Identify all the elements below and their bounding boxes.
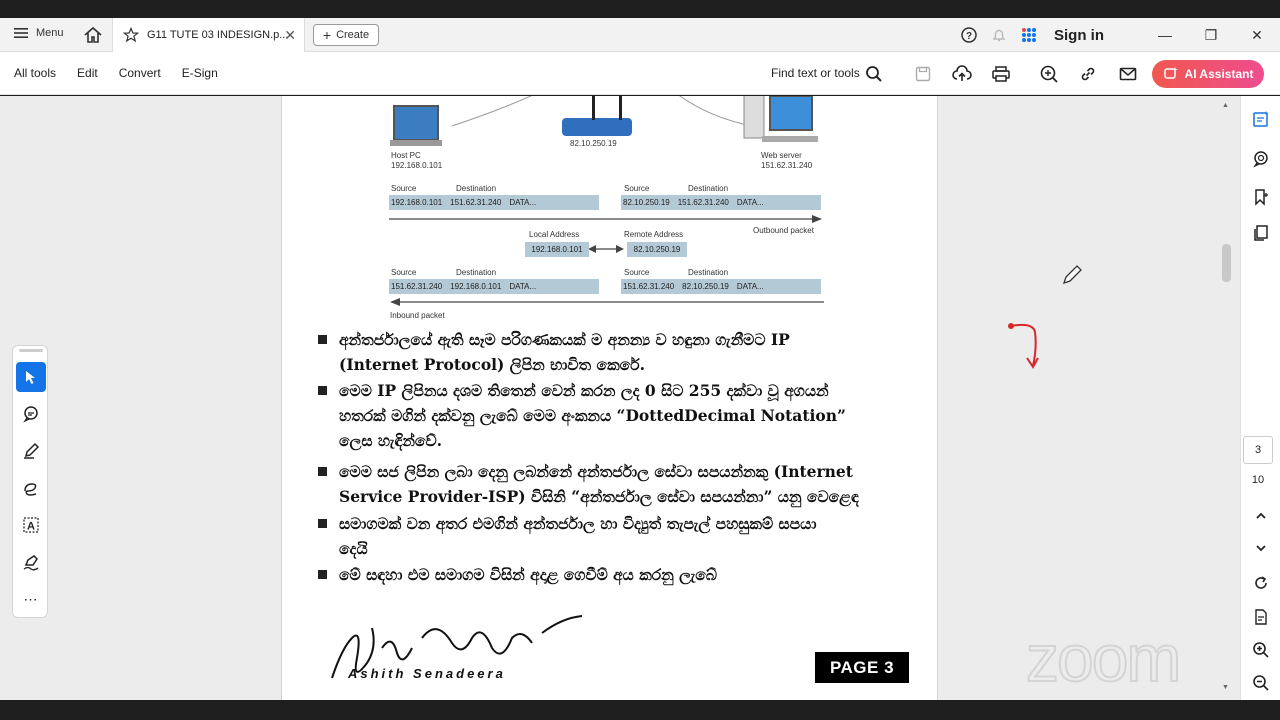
out1-source-heading: Source xyxy=(391,184,417,193)
highlight-tool[interactable] xyxy=(16,436,46,466)
ai-sparkle-icon xyxy=(1163,66,1179,82)
bullet-line: අන්තර්ජාලයේ ඇති සෑම පරිගණකයක් ම අනන්‍ය ව හඳුනා ගැනීමට IP xyxy=(339,330,790,349)
bullet-line: මෙම IP ලිපිනය දශම තිතෙන් වෙන් කරන ලද 0 සිට 255 දක්වා වූ අගයන් xyxy=(339,381,829,400)
in2-data: DATA... xyxy=(736,282,764,291)
zoom-in-icon[interactable] xyxy=(1250,639,1272,661)
window-bottom-edge xyxy=(0,700,1280,720)
sign-pen-icon xyxy=(22,553,40,571)
pages-icon[interactable] xyxy=(1250,222,1272,244)
out1-dst: 151.62.31.240 xyxy=(450,198,502,207)
comment-tool[interactable] xyxy=(16,399,46,429)
menu-esign[interactable]: E-Sign xyxy=(181,66,218,80)
in1-source-heading: Source xyxy=(391,268,417,277)
in2-destination-heading: Destination xyxy=(688,268,729,277)
bell-icon[interactable] xyxy=(990,26,1008,44)
find-text-label[interactable]: Find text or tools xyxy=(771,66,860,80)
print-icon[interactable] xyxy=(990,63,1012,85)
pdf-page xyxy=(281,96,938,700)
menu-label: Menu xyxy=(36,27,64,39)
panel-grip[interactable] xyxy=(19,349,43,352)
bullet-line: ලෙස හැඳින්වේ. xyxy=(339,431,443,450)
mail-icon[interactable] xyxy=(1117,63,1139,85)
scroll-down-arrow-icon[interactable]: ▼ xyxy=(1222,684,1229,691)
plus-icon: + xyxy=(322,27,332,43)
out1-data: DATA... xyxy=(509,198,537,207)
bullet-line: හතරක් මගින් දක්වනු ලැබේ මෙම අංකනය “DottedDecimal Notation” xyxy=(339,406,846,425)
out2-dst: 151.62.31.240 xyxy=(677,198,729,207)
bullet-square xyxy=(318,570,327,579)
tab-bar-right xyxy=(960,18,1280,52)
in2-source-heading: Source xyxy=(624,268,650,277)
scroll-thumb[interactable] xyxy=(1222,244,1231,282)
in2-src: 151.62.31.240 xyxy=(623,282,675,291)
hamburger-icon xyxy=(14,27,28,39)
out1-destination-heading: Destination xyxy=(456,184,497,193)
link-icon[interactable] xyxy=(1077,63,1099,85)
star-icon[interactable] xyxy=(123,27,139,43)
out2-destination-heading: Destination xyxy=(688,184,729,193)
web-server-label: Web server xyxy=(761,151,802,160)
bullet-line: Service Provider-ISP) විසිනි “අන්තර්ජාල සේවා සපයන්නා” යනු වෙළෙඳ xyxy=(339,487,859,506)
host-pc-ip: 192.168.0.101 xyxy=(391,161,443,170)
sign-tool[interactable] xyxy=(16,547,46,577)
zoom-watermark: zoom xyxy=(1026,621,1180,695)
bullet-line: (Internet Protocol) ලිපින භාවිත කෙරේ. xyxy=(339,355,645,374)
current-page-input[interactable]: 3 xyxy=(1243,436,1273,464)
remote-address-heading: Remote Address xyxy=(624,230,684,239)
menu-all-tools[interactable]: All tools xyxy=(14,66,57,80)
remote-address-box xyxy=(627,242,687,257)
comment-search-icon[interactable] xyxy=(1038,63,1060,85)
out2-src: 82.10.250.19 xyxy=(623,198,670,207)
zoom-out-icon[interactable] xyxy=(1250,672,1272,694)
help-icon[interactable] xyxy=(960,26,978,44)
vertical-scrollbar[interactable] xyxy=(1219,96,1235,700)
menu-button[interactable] xyxy=(14,27,64,39)
host-pc-icon xyxy=(390,106,442,146)
minimize-icon[interactable]: — xyxy=(1158,27,1172,43)
right-panel xyxy=(1240,96,1280,700)
window-close-icon[interactable]: ✕ xyxy=(1251,26,1263,43)
pen-highlight-icon xyxy=(22,442,40,460)
signature-name: Ashith Senadeera xyxy=(348,666,506,681)
local-address-box xyxy=(525,242,589,257)
local-address-value: 192.168.0.101 xyxy=(531,245,583,254)
bullet-line: මේ සඳහා එම සමාගම විසින් අදාළ ගෙවීම් අය කරනු ලැබේ xyxy=(339,565,717,584)
home-icon xyxy=(82,24,104,46)
tab-document[interactable] xyxy=(112,18,305,52)
ai-assistant-button[interactable] xyxy=(1152,60,1264,88)
page-up-icon[interactable] xyxy=(1250,505,1272,527)
comment-add-icon xyxy=(22,405,40,423)
bookmark-icon[interactable] xyxy=(1250,186,1272,208)
outbound-packet-2 xyxy=(621,195,821,210)
page-badge: PAGE 3 xyxy=(815,652,909,683)
inbound-label: Inbound packet xyxy=(390,311,445,320)
outbound-packet-1 xyxy=(389,195,599,210)
search-icon[interactable] xyxy=(863,63,885,85)
bullet-line: සමාගමක් වන අතර එමගින් අන්තර්ජාල හා විද්‍යුත් තැපැල් පහසුකම් සපයා xyxy=(339,514,817,533)
red-annotation xyxy=(1003,318,1043,374)
bullet-square xyxy=(318,335,327,344)
remote-address-value: 82.10.250.19 xyxy=(633,245,681,254)
in1-dst: 192.168.0.101 xyxy=(450,282,502,291)
save-icon[interactable] xyxy=(912,63,934,85)
out2-source-heading: Source xyxy=(624,184,650,193)
ai-summary-icon[interactable] xyxy=(1250,108,1272,130)
freehand-icon xyxy=(22,479,40,497)
sign-in-button[interactable]: Sign in xyxy=(1054,26,1104,44)
network-diagram xyxy=(282,96,938,336)
bullet-square xyxy=(318,519,327,528)
router-icon xyxy=(562,96,632,136)
menu-edit[interactable]: Edit xyxy=(77,66,98,80)
apps-icon[interactable] xyxy=(1020,26,1038,44)
total-pages: 10 xyxy=(1251,474,1265,486)
link-line-right xyxy=(667,96,752,126)
tab-bar xyxy=(0,18,1280,52)
in2-dst: 82.10.250.19 xyxy=(682,282,729,291)
web-server-icon xyxy=(744,96,818,142)
out1-src: 192.168.0.101 xyxy=(391,198,443,207)
inbound-packet-2 xyxy=(621,279,821,294)
draw-tool[interactable] xyxy=(16,473,46,503)
bullet-square xyxy=(318,467,327,476)
web-server-ip: 151.62.31.240 xyxy=(761,161,813,170)
menu-convert[interactable]: Convert xyxy=(118,66,161,80)
create-label: Create xyxy=(336,29,370,41)
more-tools-icon[interactable]: ⋯ xyxy=(23,590,39,607)
ai-assistant-label: AI Assistant xyxy=(1184,67,1254,81)
in1-data: DATA... xyxy=(509,282,537,291)
home-button[interactable] xyxy=(82,24,104,46)
close-tab-icon[interactable]: ✕ xyxy=(284,27,296,43)
link-line-left xyxy=(452,96,552,126)
select-tool[interactable] xyxy=(16,362,46,392)
restore-icon[interactable]: ❐ xyxy=(1204,26,1218,43)
bullet-line: මෙම සජ ලිපින ලබා දෙනු ලබන්නේ අන්තර්ජාල සේවා සපයන්නකු (Internet xyxy=(339,462,853,481)
create-button[interactable] xyxy=(313,24,379,46)
pencil-cursor-icon xyxy=(1061,264,1083,286)
window-top-edge xyxy=(0,0,1280,18)
scroll-up-arrow-icon[interactable]: ▲ xyxy=(1222,102,1229,109)
comments-panel-icon[interactable] xyxy=(1250,148,1272,170)
in1-destination-heading: Destination xyxy=(456,268,497,277)
bullet-line: දෙයි xyxy=(339,539,368,558)
text-box-icon xyxy=(22,516,40,534)
outbound-label: Outbound packet xyxy=(753,226,814,235)
in1-src: 151.62.31.240 xyxy=(391,282,443,291)
host-pc-label: Host PC xyxy=(391,151,421,160)
top-menu xyxy=(14,66,218,80)
main-toolbar xyxy=(0,52,1280,95)
local-address-heading: Local Address xyxy=(529,230,580,239)
left-tool-panel xyxy=(12,345,48,618)
svg-text:?: ? xyxy=(965,31,973,42)
out2-data: DATA... xyxy=(736,198,764,207)
text-tool[interactable] xyxy=(16,510,46,540)
doc-tab-title: G11 TUTE 03 INDESIGN.p... xyxy=(147,29,289,41)
page-down-icon[interactable] xyxy=(1250,537,1272,559)
upload-cloud-icon[interactable] xyxy=(951,63,973,85)
svg-text:A: A xyxy=(27,520,35,533)
cursor-icon xyxy=(23,369,39,385)
router-ip: 82.10.250.19 xyxy=(570,139,617,148)
refresh-icon[interactable] xyxy=(1250,572,1272,594)
bullet-square xyxy=(318,386,327,395)
inbound-packet-1 xyxy=(389,279,599,294)
page-tools-icon[interactable] xyxy=(1250,606,1272,628)
